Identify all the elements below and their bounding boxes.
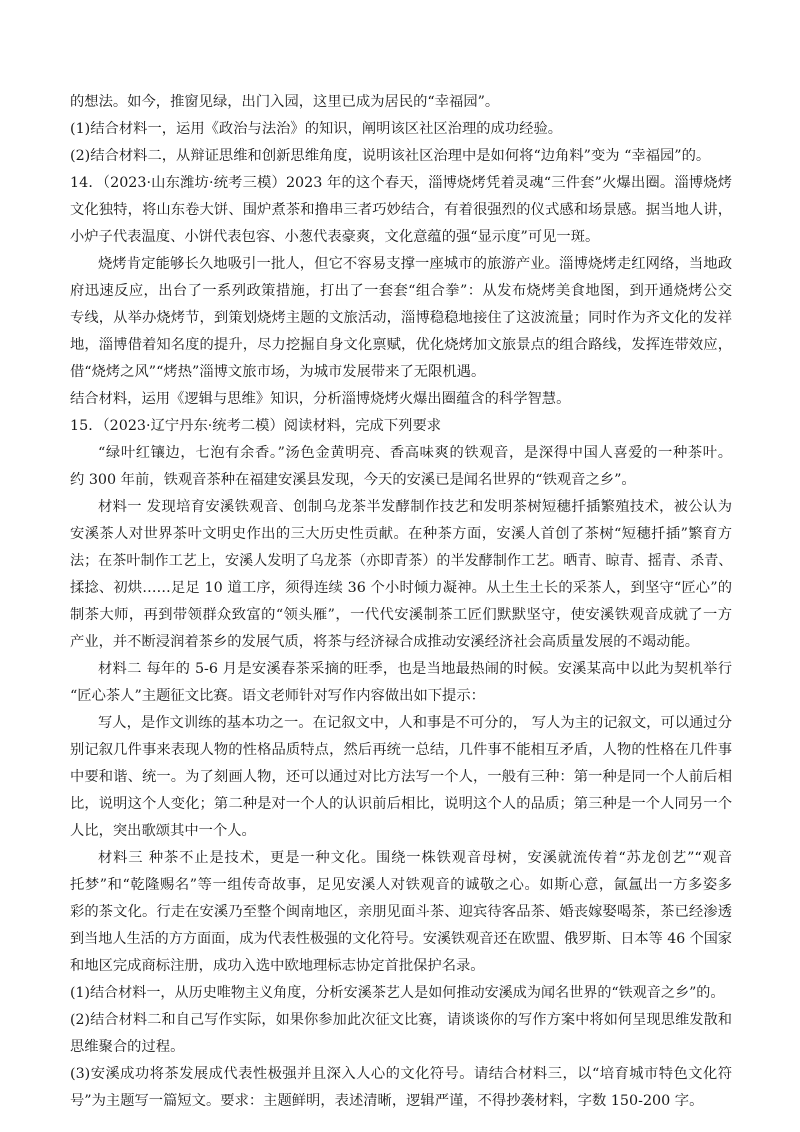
text-line: 文化独特，将山东卷大饼、围炉煮茶和撸串三者巧妙结合，有着很强烈的仪式感和场景感。据当地人讲，	[70, 202, 732, 218]
material-three-first-line: 材料三 种茶不止是技术，更是一种文化。围绕一株铁观音母树，安溪就流传着“苏龙创艺”“观音	[98, 850, 732, 866]
question-line: (3)安溪成功将茶发展成代表性极强并且深入人心的文化符号。请结合材料三，以“培育城市特色文化符	[70, 1066, 732, 1082]
text-line: 揉捻、初烘……足足 10 道工序，须得连续 36 个小时倾力凝神。从土生土长的采茶人，到坚守“匠心”的	[70, 580, 732, 596]
material-one-first-line: 材料一 发现培育安溪铁观音、创制乌龙茶半发酵制作技艺和发明茶树短穗扦插繁殖技术，被公认为	[98, 499, 732, 515]
question-line: 结合材料，运用《逻辑与思维》知识，分析淄博烧烤火爆出圈蕴含的科学智慧。	[70, 391, 571, 407]
text-line: 法；在茶叶制作工艺上，安溪人发明了乌龙茶（亦即青茶）的半发酵制作工艺。晒青、晾青、摇青、杀青、	[70, 553, 732, 569]
question-heading-line: 15．（2023·辽宁丹东·统考二模）阅读材料，完成下列要求	[70, 418, 442, 434]
question-heading-line: 14．（2023·山东潍坊·统考三模）2023 年的这个春天，淄博烧烤凭着灵魂“三件套”火爆出圈。淄博烧烤	[70, 175, 732, 191]
text-line: 到当地人生活的方方面面，成为代表性极强的文化符号。安溪铁观音还在欧盟、俄罗斯、日本等 46 个国家	[70, 931, 732, 947]
text-line: 安溪茶人对世界茶叶文明史作出的三大历史性贡献。在种茶方面，安溪人首创了茶树“短穗扦插”繁育方	[70, 526, 732, 542]
paragraph-first-line: 烧烤肯定能够长久地吸引一批人，但它不容易支撑一座城市的旅游产业。淄博烧烤走红网络，当地政	[98, 256, 732, 272]
text-line: 托梦”和“乾隆赐名”等一组传奇故事，足见安溪人对铁观音的诚敬之心。如斯心意，氤氲出一方多姿多	[70, 877, 732, 893]
text-line: 人比，突出歌颂其中一个人。	[70, 823, 256, 839]
question-line: 号”为主题写一篇短文。要求：主题鲜明，表述清晰，逻辑严谨，不得抄袭材料，字数 150-200 字。	[70, 1093, 704, 1109]
text-line: 中要和谐、统一。为了刻画人物，还可以通过对比方法写一个人，一般有三种：第一种是同一个人前后相	[70, 769, 732, 785]
text-line: 和地区完成商标注册，成功入选中欧地理标志协定首批保护名录。	[70, 958, 485, 974]
text-line: 专线，从举办烧烤节，到策划烧烤主题的文旅活动，淄博稳稳地接住了这波流量；同时作为齐文化的发祥	[70, 310, 732, 326]
question-line: (1)结合材料一，运用《政治与法治》的知识，阐明该区社区治理的成功经验。	[70, 121, 563, 137]
text-line: 的想法。如今，推窗见绿，出门入园，这里已成为居民的“幸福园”。	[70, 94, 500, 110]
text-line: “匠心茶人”主题征文比赛。语文老师针对写作内容做出如下提示：	[70, 688, 485, 704]
text-line: 产业，并不断浸润着茶乡的发展气质，将茶与经济禄合成推动安溪经济社会高质量发展的不竭动能。	[70, 634, 700, 650]
text-line: 比，说明这个人变化；第二种是对一个人的认识前后相比，说明这个人的品质；第三种是一个人同另一个	[70, 796, 732, 812]
text-line: 借“烧烤之风”“烤热”淄博文旅市场，为城市发展带来了无限机遇。	[70, 364, 486, 380]
material-two-first-line: 材料二 每年的 5-6 月是安溪春茶采摘的旺季，也是当地最热闹的时候。安溪某高中以此为契机举行	[98, 661, 732, 677]
text-line: 小炉子代表温度、小饼代表包容、小葱代表豪爽，文化意蕴的强“显示度”可见一斑。	[70, 229, 600, 245]
question-line: (2)结合材料二，从辩证思维和创新思维角度，说明该社区治理中是如何将“边角料”变为 “幸福园”的。	[70, 148, 711, 164]
text-line: 别记叙几件事来表现人物的性格品质特点，然后再统一总结，几件事不能相互矛盾，人物的性格在几件事	[70, 742, 732, 758]
question-line: 思维聚合的过程。	[70, 1039, 185, 1055]
text-line: 彩的茶文化。行走在安溪乃至整个闽南地区，亲朋见面斗茶、迎宾待客品茶、婚丧嫁娶喝茶，茶已经渗透	[70, 904, 732, 920]
text-line: 地，淄博借着知名度的提升，尽力挖掘自身文化禀赋，优化烧烤加文旅景点的组合路线，发挥连带效应，	[70, 337, 732, 353]
text-line: 约 300 年前，铁观音茶种在福建安溪县发现，今天的安溪已是闻名世界的“铁观音之乡”。	[70, 472, 636, 488]
paragraph-first-line: 写人，是作文训练的基本功之一。在记叙文中，人和事是不可分的， 写人为主的记叙文，可以通过分	[98, 715, 732, 731]
paragraph-first-line: “绿叶红镶边，七泡有余香。”汤色金黄明亮、香高味爽的铁观音，是深得中国人喜爱的一种茶叶。	[98, 445, 732, 461]
text-line: 制茶大师，再到带领群众致富的“领头雁”，一代代安溪制茶工匠们默默坚守，使安溪铁观音成就了一方	[70, 607, 732, 623]
text-line: 府迅速反应，出台了一系列政策措施，打出了一套套“组合拳”：从发布烧烤美食地图，到开通烧烤公交	[70, 283, 732, 299]
question-line: (2)结合材料二和自己写作实际，如果你参加此次征文比赛，请谈谈你的写作方案中将如何呈现思维发散和	[70, 1012, 732, 1028]
question-line: (1)结合材料一，从历史唯物主义角度，分析安溪茶艺人是如何推动安溪成为闻名世界的“铁观音之乡”的。	[70, 985, 725, 1001]
